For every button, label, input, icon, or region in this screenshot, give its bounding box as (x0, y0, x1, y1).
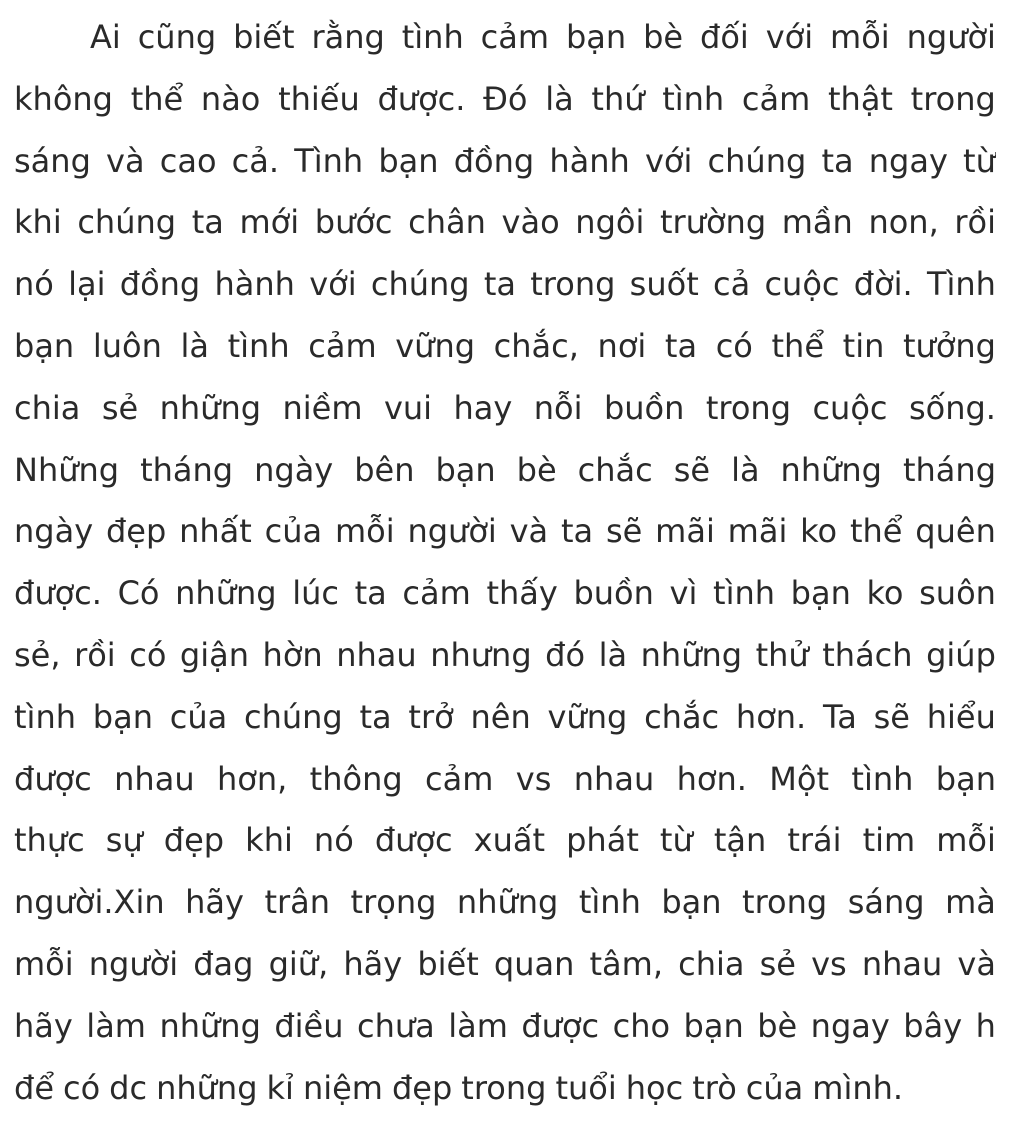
word: ta (483, 265, 516, 304)
word: trong (705, 388, 792, 427)
word: chắc (644, 697, 720, 736)
word: Một (769, 759, 830, 798)
word: với (644, 141, 693, 180)
word: của (169, 697, 228, 736)
word: bạn (92, 697, 153, 736)
word: mình. (812, 1068, 904, 1107)
word: từ (963, 141, 996, 180)
word: sẻ, (14, 635, 61, 674)
word: chắc, (493, 326, 579, 365)
word: mỗi (14, 944, 74, 983)
text-line (14, 265, 996, 327)
word: hành (214, 265, 295, 304)
word: chúng (77, 203, 177, 242)
word: biết (233, 18, 295, 56)
word: niềm (282, 388, 363, 427)
word: sáng (14, 141, 91, 180)
word: hãy (343, 944, 403, 983)
word: trò (692, 1068, 737, 1107)
word: bạn (935, 759, 996, 798)
word: ta (560, 512, 594, 551)
word: hãy (14, 1006, 73, 1045)
word: người (407, 512, 497, 551)
word: mần (781, 203, 853, 242)
word: thứ (591, 79, 645, 118)
word: chia (14, 388, 81, 427)
text-line (14, 389, 996, 451)
word: cũng (137, 18, 217, 56)
word: trong (461, 1068, 547, 1107)
word: cảm (425, 759, 494, 798)
word: sống. (908, 388, 996, 427)
word: bạn (790, 574, 851, 613)
word: buồn (603, 388, 685, 427)
word: tuổi (555, 1068, 617, 1107)
word: mãi (727, 512, 788, 551)
word: sẻ (759, 944, 796, 983)
word: chúng (370, 265, 470, 304)
word: lại (68, 265, 106, 304)
word: ta (821, 141, 854, 180)
word: là (598, 635, 628, 674)
word: chắc (577, 450, 653, 489)
word: nó (313, 821, 354, 860)
text-line (14, 18, 996, 80)
word: bè (516, 450, 557, 489)
text-line (14, 1069, 996, 1130)
word: giữ, (268, 944, 329, 983)
word: vững (547, 697, 628, 736)
word: quên (915, 512, 996, 551)
word: mỗi (936, 821, 996, 860)
word: mỗi (334, 512, 395, 551)
word: chia (678, 944, 745, 983)
text-line (14, 512, 996, 574)
word: đó (545, 635, 586, 674)
word: giúp (926, 635, 996, 674)
text-line (14, 945, 996, 1007)
word: sự (105, 821, 143, 860)
word: tin (842, 326, 885, 365)
word: thông (309, 759, 403, 798)
word: vui (383, 388, 433, 427)
word: được (14, 759, 92, 798)
word: cả. (231, 141, 280, 180)
word: ngôi (575, 203, 645, 242)
word: ta (359, 697, 392, 736)
word: cảm (308, 326, 377, 365)
word: sáng (847, 883, 925, 922)
word: vào (501, 203, 560, 242)
word: trái (787, 821, 842, 860)
text-line (14, 883, 996, 945)
word: hơn. (676, 759, 747, 798)
text-line (14, 203, 996, 265)
word: đối (700, 18, 749, 56)
word: những (175, 574, 277, 613)
word: vs (515, 759, 552, 798)
word: Ai (90, 18, 121, 56)
word: làm (448, 1006, 508, 1045)
word: thiếu (278, 79, 360, 118)
word: thể (771, 326, 825, 365)
word: bạn (435, 450, 496, 489)
word: Những (14, 450, 120, 489)
word: sẽ (673, 450, 711, 489)
word: tình (227, 326, 290, 365)
word: tình (662, 79, 725, 118)
word: có (715, 326, 753, 365)
word: đồng (119, 265, 201, 304)
word: tình (851, 759, 914, 798)
word: người (88, 944, 179, 983)
word: nhau (114, 759, 195, 798)
word: bây (903, 1006, 963, 1045)
word: đời. (853, 265, 913, 304)
word: học (625, 1068, 684, 1107)
word: chưa (356, 1006, 435, 1045)
word: Ta (822, 697, 857, 736)
word: được. (14, 574, 102, 613)
word: ngày (14, 512, 94, 551)
word: chúng (707, 141, 807, 180)
word: mãi (655, 512, 715, 551)
word: trân (264, 883, 331, 922)
word: nỗi (533, 388, 583, 427)
word: ko (866, 574, 904, 613)
text-line (14, 1007, 996, 1069)
word: rồi (74, 635, 116, 674)
word: sẽ (873, 697, 910, 736)
word: suốt (629, 265, 699, 304)
word: thách (822, 635, 913, 674)
word: Tình (294, 141, 364, 180)
word: được (374, 821, 453, 860)
paragraph (14, 18, 996, 1130)
word: ngay (868, 141, 948, 180)
word: biết (417, 944, 479, 983)
text-line (14, 821, 996, 883)
word: với (309, 265, 357, 304)
word: xuất (473, 821, 546, 860)
word: trong (742, 883, 828, 922)
word: bạn (14, 326, 75, 365)
word: thử (755, 635, 809, 674)
word: quan (493, 944, 575, 983)
word: cảm (480, 18, 550, 56)
word: đẹp (105, 512, 167, 551)
word: mới (239, 203, 300, 242)
word: vững (395, 326, 476, 365)
text-line (14, 760, 996, 822)
word: trọng (350, 883, 437, 922)
word: non, (868, 203, 939, 242)
word: bạn (661, 883, 722, 922)
word: Tình (926, 265, 996, 304)
word: tình (14, 697, 76, 736)
word: người.Xin (14, 883, 165, 922)
word: dc (109, 1068, 148, 1107)
word: cả (713, 265, 751, 304)
word: ta (664, 326, 698, 365)
word: bè (757, 1006, 798, 1045)
word: phát (566, 821, 639, 860)
word: những (159, 1006, 261, 1045)
word: bước (314, 203, 393, 242)
word: được (521, 1006, 600, 1045)
word: ngay (810, 1006, 890, 1045)
word: để (14, 1068, 54, 1107)
word: hiểu (926, 697, 996, 736)
text-line (14, 80, 996, 142)
word: tháng (140, 450, 234, 489)
word: đag (193, 944, 254, 983)
word: là (545, 79, 574, 118)
word: chúng (243, 697, 343, 736)
word: tưởng (902, 326, 996, 365)
word: bè (643, 18, 684, 56)
word: khi (14, 203, 62, 242)
text-line (14, 327, 996, 389)
word: thực (14, 821, 85, 860)
word: nào (200, 79, 261, 118)
word: của (745, 1068, 804, 1107)
word: nhưng (430, 635, 532, 674)
word: cho (612, 1006, 671, 1045)
word: những (159, 388, 262, 427)
word: và (509, 512, 549, 551)
word: có (129, 635, 167, 674)
word: có (63, 1068, 101, 1107)
word: làm (86, 1006, 146, 1045)
word: mỗi (830, 18, 890, 56)
word: hành (549, 141, 630, 180)
word: chân (408, 203, 486, 242)
word: của (264, 512, 323, 551)
word: bạn (565, 18, 627, 56)
word: tình (401, 18, 464, 56)
word: lúc (292, 574, 339, 613)
word: kỉ (266, 1068, 294, 1107)
word: buồn (573, 574, 654, 613)
word: vì (669, 574, 698, 613)
word: sẽ (605, 512, 643, 551)
word: sẻ (101, 388, 139, 427)
word: đẹp (163, 821, 225, 860)
word: tận (713, 821, 767, 860)
word: những (780, 450, 882, 489)
word: cảm (402, 574, 471, 613)
word: với (765, 18, 814, 56)
word: suôn (919, 574, 996, 613)
word: mà (945, 883, 996, 922)
word: hơn, (216, 759, 288, 798)
word: thật (827, 79, 893, 118)
word: nhau (336, 635, 417, 674)
word: khi (245, 821, 293, 860)
word: hay (453, 388, 513, 427)
word: cảm (741, 79, 811, 118)
word: nơi (597, 326, 647, 365)
word: hơn. (735, 697, 807, 736)
word: ta (354, 574, 387, 613)
word: những (456, 883, 559, 922)
text-line (14, 636, 996, 698)
word: là (731, 450, 760, 489)
word: tâm, (589, 944, 663, 983)
word: giận (179, 635, 250, 674)
word: điều (274, 1006, 344, 1045)
word: thể (849, 512, 903, 551)
word: đẹp (391, 1068, 453, 1107)
word: rồi (954, 203, 996, 242)
text-line (14, 574, 996, 636)
word: bạn (378, 141, 439, 180)
word: người (906, 18, 996, 56)
word: cao (159, 141, 217, 180)
word: và (106, 141, 145, 180)
word: tháng (902, 450, 996, 489)
word: đồng (453, 141, 535, 180)
word: thể (130, 79, 184, 118)
word: tình (713, 574, 776, 613)
text-line (14, 451, 996, 513)
word: tim (862, 821, 916, 860)
word: những (640, 635, 743, 674)
word: những (156, 1068, 258, 1107)
word: hãy (185, 883, 244, 922)
word: trường (659, 203, 767, 242)
word: vs (811, 944, 847, 983)
word: không (14, 79, 113, 118)
word: ngày (254, 450, 334, 489)
word: và (957, 944, 996, 983)
word: bên (354, 450, 415, 489)
text-line (14, 142, 996, 204)
word: nó (14, 265, 54, 304)
word: Có (117, 574, 160, 613)
word: từ (659, 821, 693, 860)
word: niệm (302, 1068, 383, 1107)
word: nên (470, 697, 531, 736)
word: thấy (486, 574, 558, 613)
word: h (975, 1006, 996, 1045)
word: Đó (483, 79, 528, 118)
word: cuộc (764, 265, 840, 304)
word: là (180, 326, 209, 365)
word: hờn (262, 635, 323, 674)
word: trong (530, 265, 616, 304)
word: ta (191, 203, 224, 242)
word: nhau (573, 759, 655, 798)
word: nhau (861, 944, 943, 983)
word: tình (578, 883, 641, 922)
text-line (14, 698, 996, 760)
word: trở (408, 697, 454, 736)
word: luôn (92, 326, 162, 365)
word: cuộc (812, 388, 888, 427)
word: trong (910, 79, 996, 118)
word: nhất (179, 512, 252, 551)
word: được. (377, 79, 466, 118)
word: rằng (311, 18, 385, 56)
word: ko (800, 512, 838, 551)
word: bạn (683, 1006, 744, 1045)
